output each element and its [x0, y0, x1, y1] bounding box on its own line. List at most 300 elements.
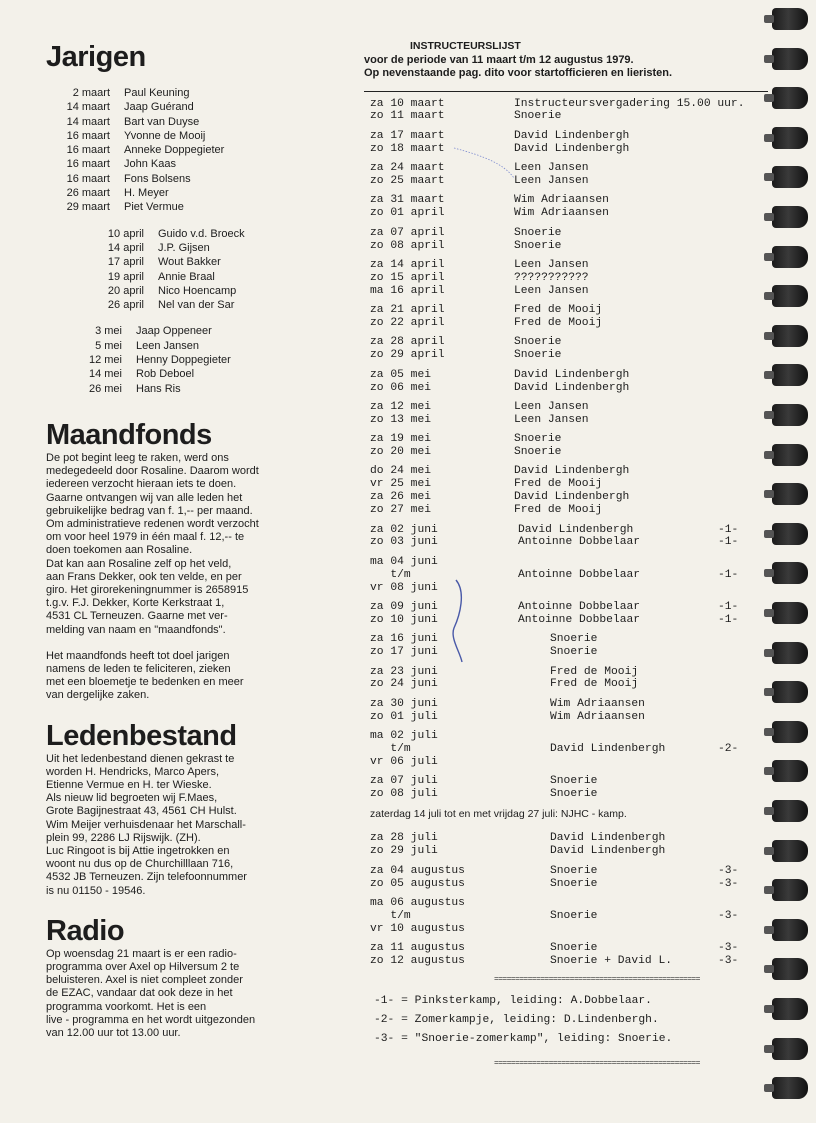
- schedule-code: -3-: [718, 877, 739, 890]
- schedule-row: [364, 666, 774, 679]
- schedule-row: [364, 194, 774, 207]
- schedule-row: [364, 285, 774, 298]
- schedule-instructor: David Lindenbergh: [514, 381, 630, 394]
- birthday-name: J.P. Gijsen: [158, 241, 210, 254]
- birthday-date: 19 april: [107, 270, 144, 283]
- schedule-instructor: Snoerie: [550, 942, 598, 955]
- spiral-binding: [762, 0, 816, 1123]
- text-line: de EZAC, vandaar dat ook deze in het: [46, 987, 233, 1000]
- binding-ring-icon: [772, 602, 808, 624]
- schedule-instructor: David Lindenbergh: [518, 523, 634, 536]
- separator-top: =================================================: [494, 974, 700, 984]
- legend-line: -3- = "Snoerie-zomerkamp", leiding: Snoerie.: [374, 1032, 673, 1045]
- binding-ring-icon: [772, 364, 808, 386]
- schedule-row: [364, 698, 774, 711]
- schedule-instructor: Leen Jansen: [514, 413, 589, 426]
- schedule-day: za 28 april: [370, 336, 445, 349]
- schedule-group: [364, 130, 774, 156]
- birthday-date: 14 april: [107, 241, 144, 254]
- schedule-group: [364, 227, 774, 253]
- schedule-day: zo 11 maart: [370, 110, 445, 123]
- text-line: live - programma en het wordt uitgezonden: [46, 1013, 256, 1026]
- schedule-row: [364, 272, 774, 285]
- text-line: Grote Bagijnestraat 43, 4561 CH Hulst.: [46, 805, 237, 818]
- legend-line: -2- = Zomerkampje, leiding: D.Lindenbergh.: [374, 1013, 659, 1026]
- schedule-row: [364, 465, 774, 478]
- binding-ring-icon: [772, 206, 808, 228]
- schedule-row: [364, 317, 774, 330]
- schedule-day: zo 24 juni: [370, 678, 438, 691]
- schedule-instructor: Leen Jansen: [514, 284, 589, 297]
- birthday-row: [46, 157, 346, 171]
- birthday-name: Guido v.d. Broeck: [158, 227, 245, 240]
- schedule-instructor: Fred de Mooij: [550, 678, 639, 691]
- schedule-day: za 26 mei: [370, 491, 432, 504]
- text-line: is nu 01150 - 19546.: [46, 884, 146, 897]
- text-line: Het maandfonds heeft tot doel jarigen: [46, 649, 230, 662]
- schedule-group: [364, 465, 774, 517]
- schedule-row: [364, 775, 774, 788]
- schedule-day: za 02 juni: [370, 523, 438, 536]
- jarigen-title: Jarigen: [46, 41, 146, 73]
- binding-ring-icon: [772, 721, 808, 743]
- schedule-group: [364, 775, 774, 801]
- text-line: giro. Het girorekeningnummer is 2658915: [46, 583, 249, 596]
- text-line: Etienne Vermue en H. ter Wieske.: [46, 779, 212, 791]
- schedule-row: [364, 788, 774, 801]
- birthday-row: [82, 241, 346, 255]
- schedule-day: zo 08 juli: [370, 788, 438, 801]
- schedule-row: [364, 582, 774, 595]
- binding-ring-icon: [772, 642, 808, 664]
- birthday-name: Piet Vermue: [124, 201, 184, 214]
- schedule-instructor: Fred de Mooij: [550, 665, 639, 678]
- binding-ring-icon: [772, 562, 808, 584]
- schedule-instructor: Snoerie: [514, 226, 562, 239]
- schedule-instructor: Leen Jansen: [514, 258, 589, 271]
- schedule-group: [364, 633, 774, 659]
- binding-ring-icon: [772, 404, 808, 426]
- schedule-instructor: David Lindenbergh: [514, 142, 630, 155]
- birthday-name: Leen Jansen: [136, 339, 199, 352]
- birthday-row: [46, 86, 346, 100]
- birthdays-mei: [60, 324, 346, 395]
- schedule-group: [364, 369, 774, 395]
- schedule-day: za 09 juni: [370, 601, 438, 613]
- birthday-row: [46, 100, 346, 114]
- binding-ring-icon: [772, 840, 808, 862]
- schedule-row: [364, 504, 774, 517]
- schedule-instructor: Fred de Mooij: [514, 504, 603, 517]
- schedule-row: [364, 446, 774, 459]
- schedule-group: [364, 730, 774, 769]
- schedule-instructor: Snoerie: [514, 349, 562, 362]
- birthday-date: 16 maart: [66, 172, 110, 185]
- text-line: Uit het ledenbestand dienen gekrast te: [46, 752, 235, 765]
- schedule-group: [364, 666, 774, 692]
- schedule-group: [364, 601, 774, 627]
- birthday-name: Jaap Oppeneer: [136, 325, 212, 338]
- text-line: iedereen verzocht hieraan iets te doen.: [46, 478, 237, 491]
- schedule-day: ma 16 april: [370, 284, 445, 297]
- text-line: medegedeeld door Rosaline. Daarom wordt: [46, 465, 259, 478]
- ledenbestand-title: Ledenbestand: [46, 719, 237, 752]
- text-line: aan Frans Dekker, ook ten velde, en per: [46, 570, 242, 583]
- birthday-name: Henny Doppegieter: [136, 354, 231, 367]
- schedule-instructor: David Lindenbergh: [514, 465, 630, 478]
- camp-note: zaterdag 14 juli tot en met vrijdag 27 juli: NJHC - kamp.: [370, 807, 627, 820]
- text-line: programma voorkomt. Het is een: [46, 1000, 207, 1013]
- left-column: [46, 40, 346, 1040]
- maandfonds-paragraph-1: [46, 452, 346, 637]
- schedule-code: -3-: [718, 864, 739, 877]
- schedule-row: [364, 175, 774, 188]
- schedule-day: zo 29 april: [370, 349, 445, 362]
- schedule-instructor: Instructeursvergadering 15.00 uur.: [514, 97, 745, 110]
- schedule-day: za 04 augustus: [370, 864, 465, 877]
- schedule-instructor: David Lindenbergh: [550, 832, 666, 845]
- schedule-instructor: Snoerie: [550, 877, 598, 890]
- birthday-row: [46, 186, 346, 200]
- birthday-name: Anneke Doppegieter: [124, 144, 225, 157]
- schedule-row: [364, 349, 774, 362]
- schedule-instructor: Snoerie + David L.: [550, 955, 673, 968]
- text-line: Luc Ringoot is bij Attie ingetrokken en: [46, 845, 230, 858]
- birthday-name: H. Meyer: [124, 187, 169, 200]
- binding-ring-icon: [772, 958, 808, 980]
- schedule-day: za 07 april: [370, 226, 445, 239]
- schedule-day: zo 10 juni: [370, 613, 438, 626]
- schedule-row: [364, 556, 774, 569]
- birthday-date: 14 maart: [66, 115, 110, 128]
- schedule-row: [364, 569, 774, 582]
- schedule-row: [364, 711, 774, 724]
- text-line: Dat kan aan Rosaline zelf op het veld,: [46, 557, 232, 570]
- schedule-instructor: Snoerie: [514, 433, 562, 446]
- schedule-group: [364, 162, 774, 188]
- binding-ring-icon: [772, 483, 808, 505]
- binding-ring-icon: [772, 48, 808, 70]
- schedule-code: -1-: [718, 601, 739, 613]
- binding-ring-icon: [772, 166, 808, 188]
- legend-line: -1- = Pinksterkamp, leiding: A.Dobbelaar.: [374, 994, 652, 1007]
- binding-ring-icon: [772, 87, 808, 109]
- schedule-group: [364, 524, 774, 550]
- schedule-code: -3-: [718, 942, 739, 955]
- schedule-instructor: Snoerie: [550, 633, 598, 646]
- schedule-day: ma 06 augustus: [370, 897, 465, 910]
- birthdays-maart: [46, 86, 346, 215]
- birthday-row: [46, 200, 346, 214]
- schedule-row: [364, 98, 774, 111]
- binding-ring-icon: [772, 681, 808, 703]
- schedule-row: [364, 845, 774, 858]
- schedule-subtitle-1: voor de periode van 11 maart t/m 12 augustus 1979.: [364, 53, 634, 66]
- text-line: Wim Meijer verhuisdenaar het Marschall-: [46, 818, 246, 831]
- birthday-date: 29 maart: [66, 201, 110, 214]
- binding-ring-icon: [772, 127, 808, 149]
- schedule-day: za 30 juni: [370, 697, 438, 710]
- text-line: om voor heel 1979 in één maal f. 12,-- te: [46, 531, 245, 544]
- schedule-day: vr 08 juni: [370, 581, 438, 594]
- schedule-row: [364, 414, 774, 427]
- schedule-day: za 19 mei: [370, 433, 432, 446]
- birthday-name: Nico Hoencamp: [158, 284, 237, 297]
- schedule-row: [364, 304, 774, 317]
- schedule-instructor: Snoerie: [550, 788, 598, 801]
- binding-ring-icon: [772, 800, 808, 822]
- header-rule: [364, 91, 768, 92]
- text-line: t.g.v. F.J. Dekker, Korte Kerkstraat 1,: [46, 597, 225, 610]
- schedule-instructor: Wim Adriaansen: [514, 194, 609, 207]
- text-line: gebruikelijke bedrag van f. 1,-- per maand.: [46, 504, 253, 517]
- schedule-code: -3-: [718, 955, 739, 968]
- schedule-day: za 16 juni: [370, 633, 438, 646]
- schedule-row: [364, 878, 774, 891]
- text-line: met een bloemetje te bedenken en meer: [46, 676, 244, 689]
- schedule-row: [364, 162, 774, 175]
- schedule-day: zo 01 juli: [370, 710, 438, 723]
- schedule-group: [364, 556, 774, 595]
- schedule-row: [364, 756, 774, 769]
- schedule-row: [364, 897, 774, 910]
- schedule-day: za 23 juni: [370, 665, 438, 678]
- schedule-part-1: [364, 98, 774, 802]
- schedule-row: [364, 110, 774, 123]
- schedule-day: za 12 mei: [370, 400, 432, 413]
- schedule-day: zo 01 april: [370, 207, 445, 220]
- schedule-row: [364, 923, 774, 936]
- schedule-instructor: Snoerie: [514, 239, 562, 252]
- schedule-instructor: David Lindenbergh: [514, 368, 630, 381]
- birthday-row: [82, 270, 346, 284]
- birthday-date: 14 mei: [88, 368, 122, 381]
- schedule-row: [364, 478, 774, 491]
- birthday-row: [82, 298, 346, 312]
- schedule-group: [364, 865, 774, 891]
- birthday-name: Nel van der Sar: [158, 299, 235, 312]
- schedule-day: vr 10 augustus: [370, 922, 465, 935]
- schedule-day: zo 17 juni: [370, 646, 438, 659]
- schedule-day: t/m: [370, 743, 411, 756]
- birthday-row: [46, 143, 346, 157]
- text-line: van 12.00 uur tot 13.00 uur.: [46, 1027, 181, 1040]
- birthday-date: 26 april: [107, 299, 144, 312]
- schedule-day: t/m: [370, 568, 411, 581]
- schedule-instructor: Snoerie: [514, 336, 562, 349]
- schedule-instructor: Antoinne Dobbelaar: [518, 568, 641, 581]
- schedule-day: zo 03 juni: [370, 536, 438, 549]
- binding-ring-icon: [772, 523, 808, 545]
- schedule-day: zo 12 augustus: [370, 955, 465, 968]
- schedule-row: [364, 536, 774, 549]
- text-line: worden H. Hendricks, Marco Apers,: [46, 765, 220, 778]
- binding-ring-icon: [772, 1038, 808, 1060]
- binding-ring-icon: [772, 919, 808, 941]
- schedule-group: [364, 98, 774, 124]
- schedule-row: [364, 240, 774, 253]
- schedule-group: [364, 942, 774, 968]
- schedule-row: [364, 601, 774, 614]
- schedule-instructor: Fred de Mooij: [514, 478, 603, 491]
- birthday-row: [46, 129, 346, 143]
- schedule-table: [364, 98, 774, 969]
- schedule-instructor: Snoerie: [550, 864, 598, 877]
- schedule-day: vr 06 juli: [370, 755, 438, 768]
- birthday-name: Rob Deboel: [136, 368, 195, 381]
- schedule-instructor: Leen Jansen: [514, 400, 589, 413]
- schedule-group: [364, 832, 774, 858]
- birthdays-april: [82, 227, 346, 313]
- birthday-date: 16 maart: [66, 158, 110, 171]
- schedule-row: [364, 336, 774, 349]
- schedule-row: [364, 382, 774, 395]
- text-line: 4532 JB Terneuzen. Zijn telefoonnummer: [46, 871, 247, 884]
- schedule-day: ma 04 juni: [370, 555, 438, 568]
- schedule-day: za 07 juli: [370, 775, 438, 788]
- schedule-instructor: Wim Adriaansen: [514, 207, 609, 220]
- text-line: De pot begint leeg te raken, werd ons: [46, 451, 229, 464]
- binding-ring-icon: [772, 1077, 808, 1099]
- schedule-day: vr 25 mei: [370, 478, 432, 491]
- text-line: van dergelijke zaken.: [46, 689, 150, 702]
- schedule-instructor: Snoerie: [550, 909, 598, 922]
- birthday-name: Hans Ris: [136, 382, 181, 395]
- schedule-row: [364, 369, 774, 382]
- schedule-day: za 14 april: [370, 258, 445, 271]
- schedule-day: zo 27 mei: [370, 504, 432, 517]
- schedule-row: [364, 130, 774, 143]
- schedule-row: [364, 910, 774, 923]
- birthday-row: [60, 353, 346, 367]
- schedule-subtitle-2: Op nevenstaande pag. dito voor startofficieren en lieristen.: [364, 67, 673, 79]
- schedule-day: za 11 augustus: [370, 942, 465, 955]
- schedule-day: za 21 april: [370, 304, 445, 317]
- schedule-row: [364, 491, 774, 504]
- schedule-day: za 10 maart: [370, 97, 445, 110]
- schedule-day: zo 22 april: [370, 316, 445, 329]
- legend: [374, 992, 774, 1049]
- schedule-row: [364, 730, 774, 743]
- binding-ring-icon: [772, 246, 808, 268]
- schedule-day: zo 20 mei: [370, 446, 432, 459]
- schedule-instructor: Antoinne Dobbelaar: [518, 613, 641, 626]
- schedule-code: -1-: [718, 523, 739, 536]
- birthday-date: 16 maart: [66, 144, 110, 157]
- binding-ring-icon: [772, 998, 808, 1020]
- birthday-row: [46, 115, 346, 129]
- schedule-day: za 24 maart: [370, 162, 445, 175]
- schedule-row: [364, 227, 774, 240]
- birthday-row: [46, 172, 346, 186]
- birthday-date: 3 mei: [95, 325, 122, 338]
- schedule-row: [364, 942, 774, 955]
- schedule-day: zo 06 mei: [370, 381, 432, 394]
- schedule-instructor: David Lindenbergh: [514, 129, 630, 142]
- schedule-row: [364, 614, 774, 627]
- ledenbestand-paragraph: [46, 753, 346, 898]
- birthday-row: [60, 382, 346, 396]
- schedule-instructor: Snoerie: [514, 446, 562, 459]
- schedule-code: -1-: [718, 613, 739, 626]
- schedule-row: [364, 524, 774, 537]
- birthday-row: [82, 284, 346, 298]
- schedule-group: [364, 259, 774, 298]
- schedule-part-2: [364, 832, 774, 968]
- schedule-instructor: Fred de Mooij: [514, 316, 603, 329]
- birthday-row: [60, 367, 346, 381]
- birthday-date: 26 mei: [88, 382, 122, 395]
- radio-paragraph: [46, 948, 346, 1040]
- birthday-name: Bart van Duyse: [124, 115, 200, 128]
- schedule-day: t/m: [370, 909, 411, 922]
- schedule-row: [364, 832, 774, 845]
- birthday-name: Yvonne de Mooij: [124, 129, 206, 142]
- text-line: Om administratieve redenen wordt verzocht: [46, 517, 259, 530]
- schedule-day: za 05 mei: [370, 368, 432, 381]
- schedule-title: INSTRUCTEURSLIJST: [410, 40, 521, 52]
- schedule-instructor: Leen Jansen: [514, 174, 589, 187]
- text-line: plein 99, 2286 LJ Rijswijk. (ZH).: [46, 831, 201, 844]
- schedule-code: -3-: [718, 909, 739, 922]
- text-line: beluisteren. Axel is niet compleet zonder: [46, 974, 243, 987]
- binding-ring-icon: [772, 760, 808, 782]
- schedule-row: [364, 646, 774, 659]
- maandfonds-title: Maandfonds: [46, 418, 212, 451]
- schedule-day: zo 15 april: [370, 271, 445, 284]
- birthday-date: 5 mei: [95, 339, 122, 352]
- schedule-group: [364, 897, 774, 936]
- schedule-day: do 24 mei: [370, 465, 432, 478]
- birthday-name: Fons Bolsens: [124, 172, 191, 185]
- schedule-group: [364, 304, 774, 330]
- birthday-date: 10 april: [107, 227, 144, 240]
- schedule-row: [364, 743, 774, 756]
- birthday-date: 12 mei: [88, 354, 122, 367]
- schedule-day: zo 18 maart: [370, 142, 445, 155]
- schedule-code: -2-: [718, 743, 739, 756]
- birthday-name: John Kaas: [124, 158, 176, 171]
- separator-bottom: =================================================: [494, 1058, 700, 1068]
- schedule-row: [364, 433, 774, 446]
- binding-ring-icon: [772, 8, 808, 30]
- schedule-day: za 31 maart: [370, 194, 445, 207]
- schedule-instructor: Snoerie: [514, 110, 562, 123]
- birthday-date: 17 april: [107, 256, 144, 269]
- schedule-row: [364, 865, 774, 878]
- binding-ring-icon: [772, 444, 808, 466]
- schedule-instructor: Fred de Mooij: [514, 304, 603, 317]
- schedule-row: [364, 955, 774, 968]
- schedule-day: ma 02 juli: [370, 730, 438, 743]
- birthday-date: 16 maart: [66, 129, 110, 142]
- schedule-row: [364, 401, 774, 414]
- binding-ring-icon: [772, 879, 808, 901]
- birthday-date: 14 maart: [66, 101, 110, 114]
- text-line: Gaarne ontvangen wij van alle leden het: [46, 491, 243, 504]
- schedule-day: zo 25 maart: [370, 174, 445, 187]
- text-line: programma over Axel op Hilversum 2 te: [46, 961, 240, 974]
- birthday-name: Jaap Guérand: [124, 101, 194, 114]
- text-line: 4531 CL Terneuzen. Gaarne met ver-: [46, 610, 228, 623]
- binding-ring-icon: [772, 325, 808, 347]
- schedule-instructor: Antoinne Dobbelaar: [518, 601, 641, 613]
- schedule-day: zo 13 mei: [370, 413, 432, 426]
- text-line: melding van naam en "maandfonds".: [46, 623, 226, 636]
- schedule-row: [364, 633, 774, 646]
- schedule-instructor: David Lindenbergh: [550, 845, 666, 858]
- schedule-code: -1-: [718, 536, 739, 549]
